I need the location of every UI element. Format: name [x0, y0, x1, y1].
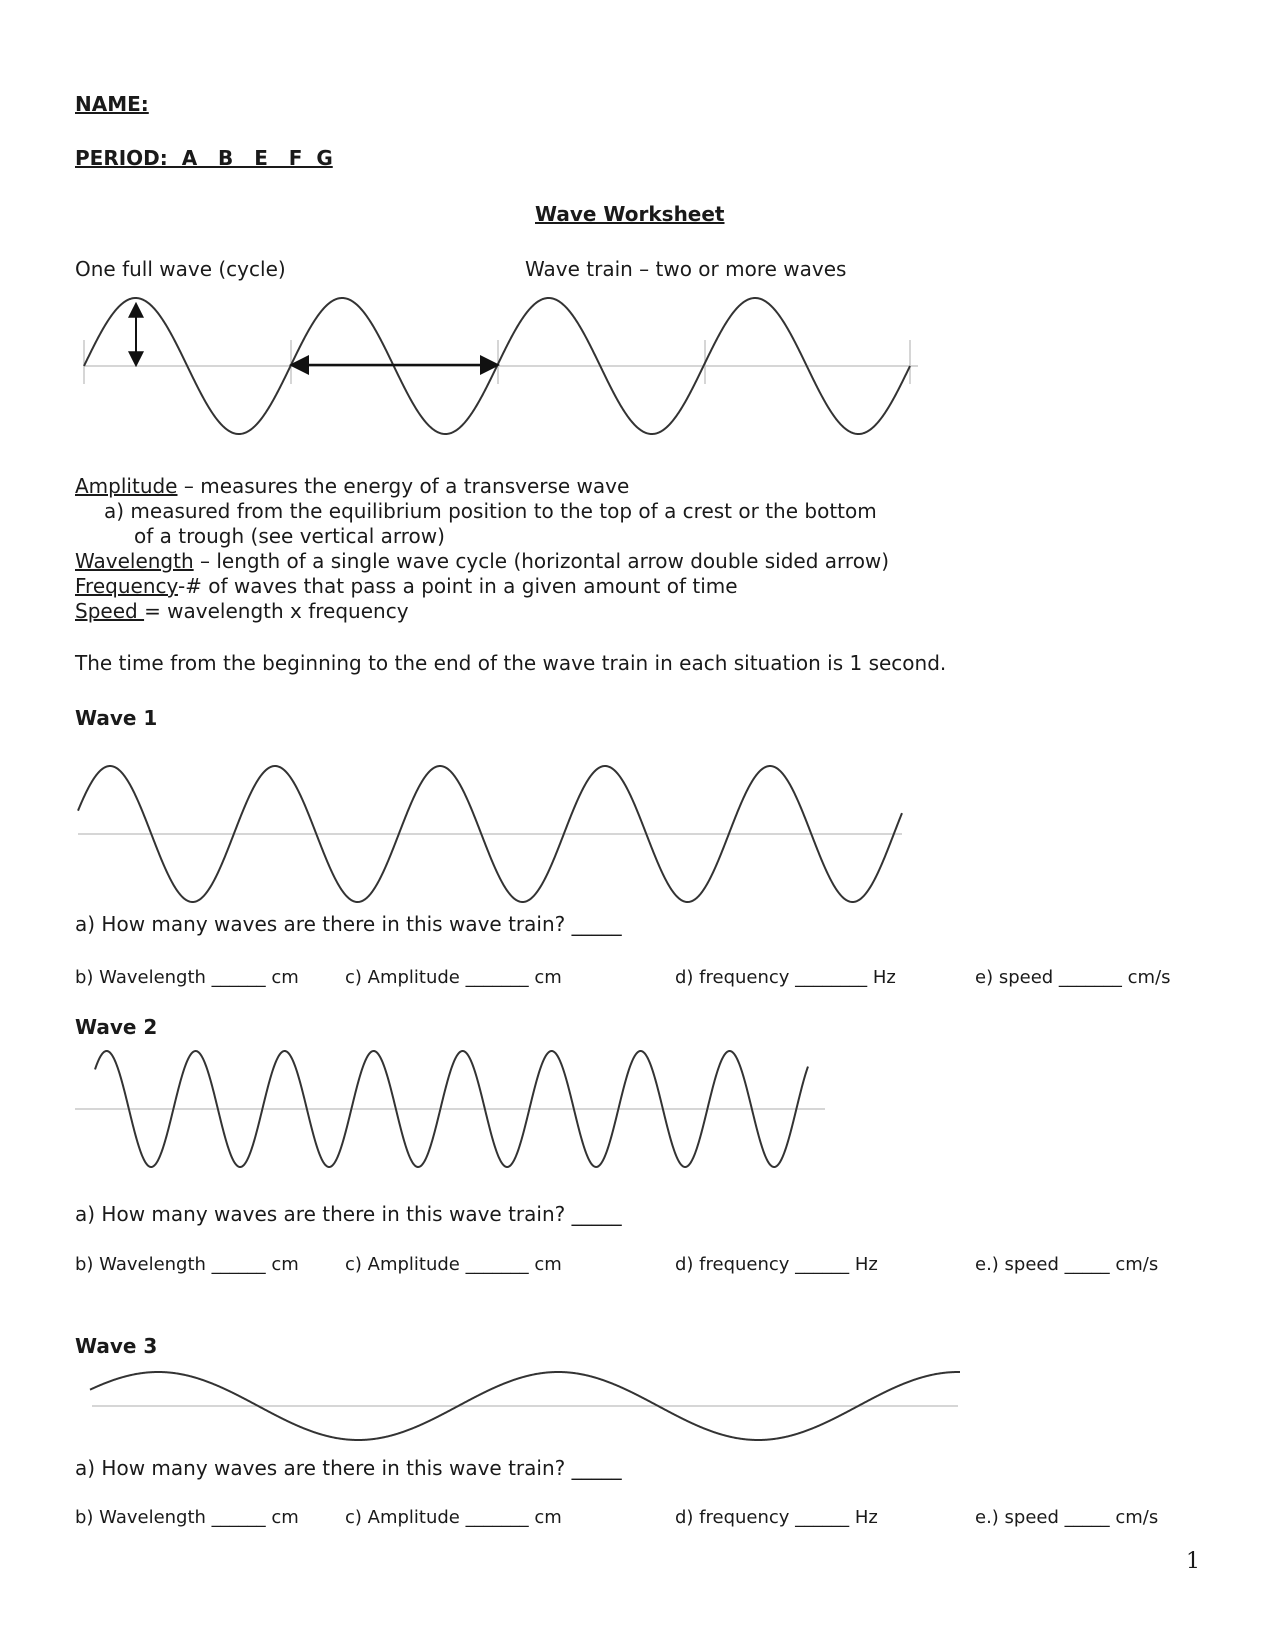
wave-3-frequency: d) frequency ______ Hz [675, 1507, 878, 1528]
wave-train-caption: Wave train – two or more waves [525, 257, 847, 281]
frequency-term: Frequency [75, 574, 178, 598]
wave-3-heading: Wave 3 [75, 1334, 158, 1358]
wavelength-term: Wavelength [75, 549, 194, 573]
speed-term: Speed [75, 599, 145, 623]
wave-3-amplitude: c) Amplitude _______ cm [345, 1507, 562, 1528]
wave-2-speed: e.) speed _____ cm/s [975, 1254, 1159, 1275]
wave-3-question-a: a) How many waves are there in this wave train? _____ [75, 1456, 622, 1480]
speed-text: = wavelength x frequency [144, 599, 409, 623]
name-label: NAME: [75, 92, 149, 116]
amplitude-detail-line1: a) measured from the equilibrium position to the top of a crest or the bottom [104, 499, 877, 523]
wave-1-speed: e) speed _______ cm/s [975, 967, 1171, 988]
wave-1-wavelength: b) Wavelength ______ cm [75, 967, 299, 988]
wave-1-heading: Wave 1 [75, 706, 158, 730]
period-label: PERIOD: A B E F G [75, 146, 333, 170]
wave-3-speed: e.) speed _____ cm/s [975, 1507, 1159, 1528]
amplitude-term: Amplitude [75, 474, 178, 498]
wave-2-question-a: a) How many waves are there in this wave train? _____ [75, 1202, 622, 1226]
one-wave-caption: One full wave (cycle) [75, 257, 286, 281]
wave-3-wavelength: b) Wavelength ______ cm [75, 1507, 299, 1528]
time-note: The time from the beginning to the end of the wave train in each situation is 1 second. [75, 651, 947, 675]
page-number: 1 [1186, 1549, 1200, 1574]
amplitude-detail-line2: of a trough (see vertical arrow) [134, 524, 445, 548]
wave-2-frequency: d) frequency ______ Hz [675, 1254, 878, 1275]
wavelength-text: – length of a single wave cycle (horizontal arrow double sided arrow) [193, 549, 890, 573]
amplitude-text: – measures the energy of a transverse wave [177, 474, 630, 498]
wave-1-frequency: d) frequency ________ Hz [675, 967, 896, 988]
wave-2-wavelength: b) Wavelength ______ cm [75, 1254, 299, 1275]
wave-2-heading: Wave 2 [75, 1015, 158, 1039]
wave-1-amplitude: c) Amplitude _______ cm [345, 967, 562, 988]
wave-2-amplitude: c) Amplitude _______ cm [345, 1254, 562, 1275]
frequency-text: -# of waves that pass a point in a given amount of time [177, 574, 738, 598]
worksheet-title: Wave Worksheet [535, 202, 725, 226]
wave-1-question-a: a) How many waves are there in this wave train? _____ [75, 912, 622, 936]
